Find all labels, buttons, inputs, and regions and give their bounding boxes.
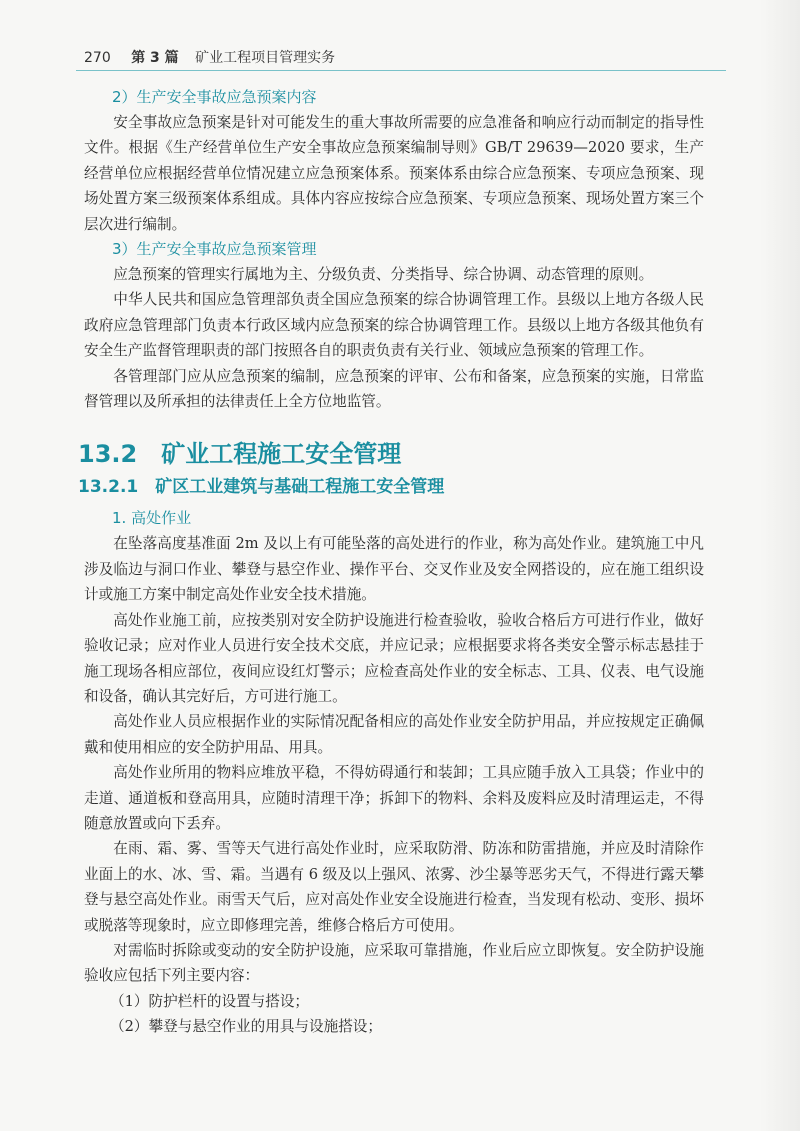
paragraph: 应急预案的管理实行属地为主、分级负责、分类指导、综合协调、动态管理的原则。 (113, 266, 654, 284)
page-number: 270 (84, 50, 111, 66)
paragraph: 高处作业人员应根据作业的实际情况配备相应的高处作业安全防护用品，并应按规定正确佩戴和使用相应的安全防护用品、用具。 (84, 713, 704, 756)
paragraph: 安全事故应急预案是针对可能发生的重大事故所需要的应急准备和响应行动而制定的指导性文件。根据《生产经营单位生产安全事故应急预案编制导则》GB/T 29639—2020 要求，生产经营单位应根据经营单位情况建立应急预案体系。预案体系由综合应急预案、专项应急预案、现场处置方案三级预案体系组成。具体内容应按综合应急预案、专项应急预案、现场处置方案三个层次进行编制。 (84, 114, 704, 233)
paragraph: 对需临时拆除或变动的安全防护设施，应采取可靠措施，作业后应立即恢复。安全防护设施验收应包括下列主要内容： (84, 941, 704, 985)
header-rule (76, 70, 726, 71)
section-heading-13-2: 13.2 矿业工程施工安全管理 (78, 440, 402, 469)
page-spine-shadow (760, 0, 800, 1131)
book-title: 矿业工程项目管理实务 (195, 50, 336, 66)
list-item: （2）攀登与悬空作业的用具与设施搭设； (110, 1018, 382, 1036)
part-label: 第 3 篇 (131, 50, 179, 66)
topic-heading-high-work: 1. 高处作业 (112, 509, 192, 528)
paragraph: 各管理部门应从应急预案的编制，应急预案的评审、公布和备案，应急预案的实施，日常监督管理以及所承担的法律责任上全方位地监管。 (84, 367, 704, 411)
paragraph: 高处作业施工前，应按类别对安全防护设施进行检查验收，验收合格后方可进行作业，做好验收记录；应对作业人员进行安全技术交底，并应记录；应根据要求将各类安全警示标志悬挂于施工现场各相应部位，夜间应设红灯警示；应检查高处作业的安全标志、工具、仪表、电气设施和设备，确认其完好后，方可进行施工。 (84, 611, 704, 705)
running-header (84, 47, 335, 67)
subsection-title-2: 2）生产安全事故应急预案内容 (112, 88, 317, 106)
section-heading-13-2-1: 13.2.1 矿区工业建筑与基础工程施工安全管理 (78, 477, 445, 498)
paragraph: 中华人民共和国应急管理部负责全国应急预案的综合协调管理工作。县级以上地方各级人民政府应急管理部门负责本行政区域内应急预案的综合协调管理工作。县级以上地方各级其他负有安全生产监督管理职责的部门按照各自的职责负责有关行业、领域应急预案的管理工作。 (84, 291, 704, 360)
paragraph: 在雨、霜、雾、雪等天气进行高处作业时，应采取防滑、防冻和防雷措施，并应及时清除作业面上的水、冰、雪、霜。当遇有 6 级及以上强风、浓雾、沙尘暴等恶劣天气，不得进行露天攀登与悬空高处作业。雨雪天气后，应对高处作业安全设施进行检查，当发现有松动、变形、损坏或脱落等现象时，应立即修理完善，维修合格后方可使用。 (84, 840, 704, 934)
paragraph: 高处作业所用的物料应堆放平稳，不得妨碍通行和装卸；工具应随手放入工具袋；作业中的走道、通道板和登高用具，应随时清理干净；拆卸下的物料、余料及废料应及时清理运走，不得随意放置或向下丢弃。 (84, 764, 704, 832)
page-content (78, 85, 704, 1040)
subsection-title-3: 3）生产安全事故应急预案管理 (112, 240, 317, 259)
paragraph: 在坠落高度基准面 2m 及以上有可能坠落的高处进行的作业，称为高处作业。建筑施工中凡涉及临边与洞口作业、攀登与悬空作业、操作平台、交叉作业及安全网搭设的，应在施工组织设计或施工方案中制定高处作业安全技术措施。 (84, 535, 704, 604)
list-item: （1）防护栏杆的设置与搭设； (110, 992, 310, 1010)
